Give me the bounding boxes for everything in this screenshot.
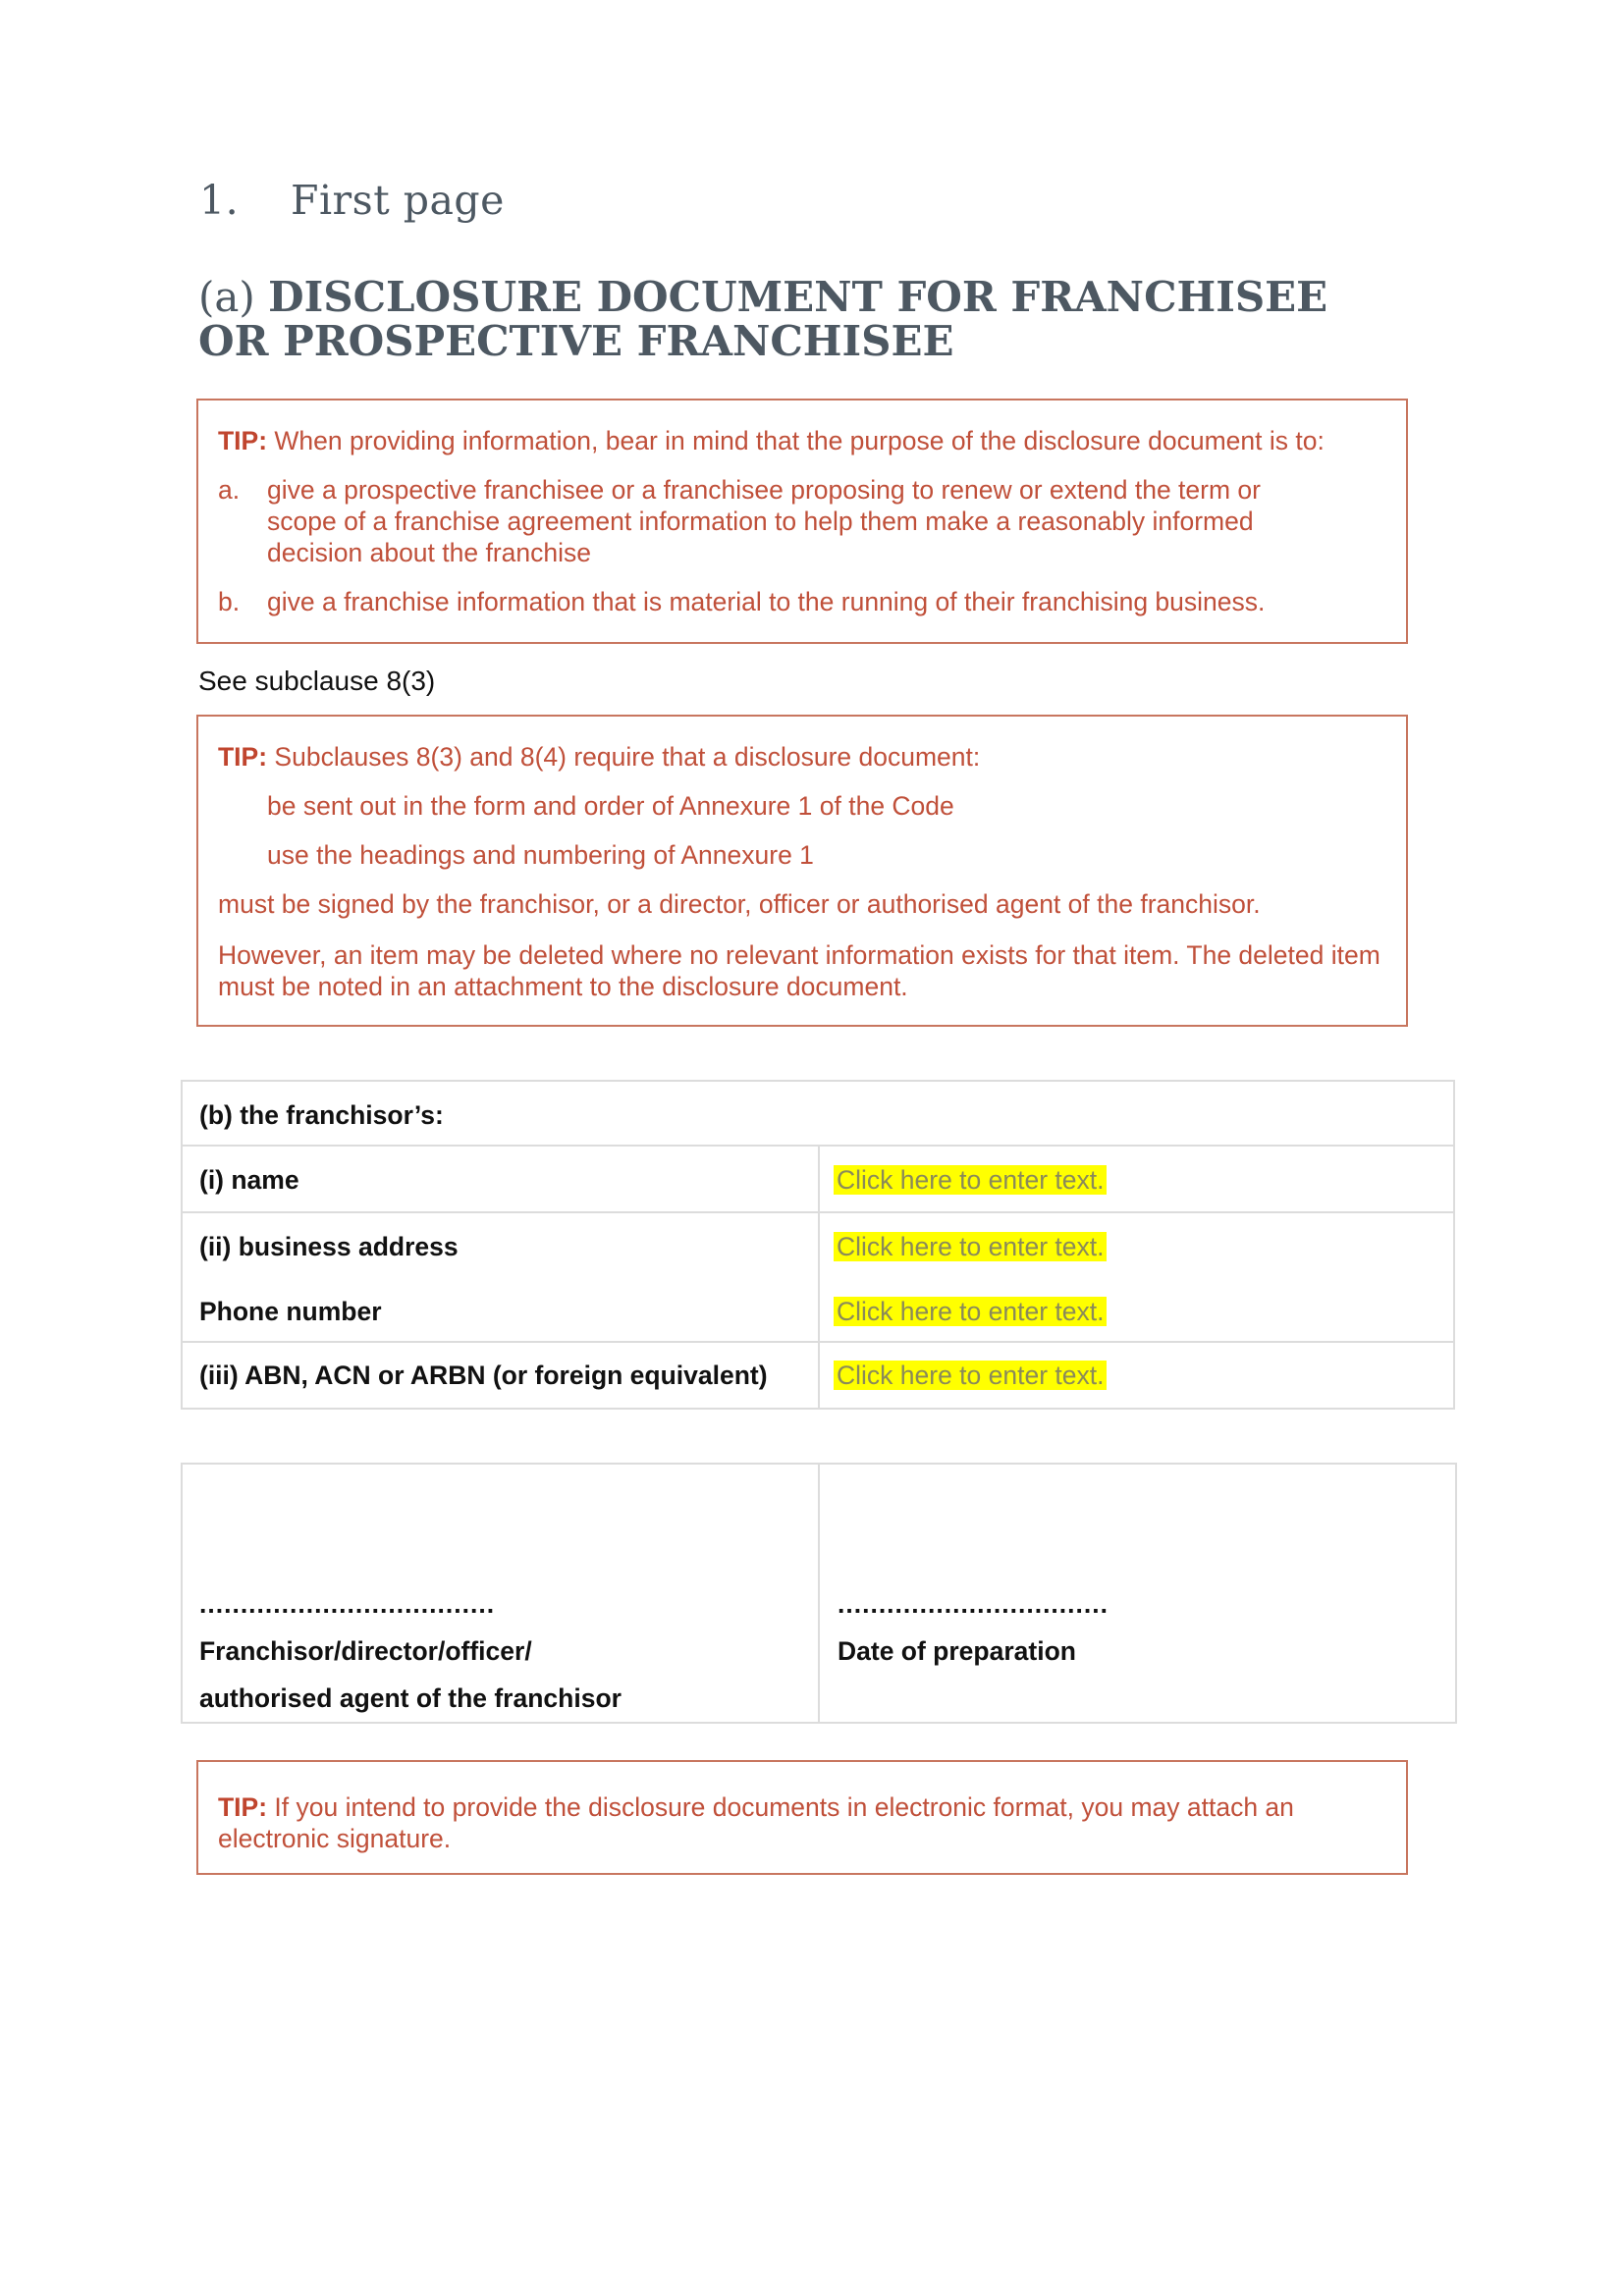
row-label: (i) name xyxy=(182,1146,819,1212)
tip-signing-note: must be signed by the franchisor, or a director, officer or authorised agent of the franchisor. xyxy=(218,889,1261,919)
name-field-cell[interactable] xyxy=(819,1146,1454,1212)
document-title xyxy=(198,275,1377,363)
tip-box-purpose xyxy=(196,399,1408,644)
title-line-1: DISCLOSURE DOCUMENT FOR FRANCHISEE xyxy=(268,273,1328,321)
title-prefix: (a) xyxy=(198,273,255,321)
tip-label: TIP: xyxy=(218,426,268,455)
list-marker: a. xyxy=(218,475,241,505)
section-title: First page xyxy=(291,177,505,224)
address-phone-cell xyxy=(819,1212,1454,1342)
tip-box-electronic-signature xyxy=(196,1760,1408,1875)
tip-list-item xyxy=(218,586,1386,617)
tip-intro: Subclauses 8(3) and 8(4) require that a disclosure document: xyxy=(267,742,981,772)
abn-field-cell[interactable] xyxy=(819,1342,1454,1409)
tip-bullet: be sent out in the form and order of Annexure 1 of the Code xyxy=(267,791,954,821)
date-label: Date of preparation xyxy=(838,1636,1076,1666)
list-marker: b. xyxy=(218,587,241,616)
table-row xyxy=(182,1146,1454,1212)
tip-label: TIP: xyxy=(218,742,268,772)
row-label xyxy=(182,1212,819,1342)
tip-text: If you intend to provide the disclosure documents in electronic format, you may attach an electronic signature. xyxy=(218,1792,1294,1853)
tip-deletion-note: However, an item may be deleted where no relevant information exists for that item. The deleted item must be noted in an attachment to the disclosure document. xyxy=(218,940,1380,1001)
signature-table xyxy=(181,1463,1457,1724)
section-heading xyxy=(199,177,505,224)
see-subclause-text: See subclause 8(3) xyxy=(198,666,436,696)
abn-field[interactable]: Click here to enter text. xyxy=(834,1361,1107,1390)
row-label: (iii) ABN, ACN or ARBN (or foreign equivalent) xyxy=(182,1342,819,1409)
tip-list-item xyxy=(218,474,1386,568)
date-cell[interactable] xyxy=(819,1464,1456,1723)
tip-bullet: use the headings and numbering of Annexure 1 xyxy=(267,840,814,870)
signatory-label-1: Franchisor/director/officer/ xyxy=(199,1636,532,1666)
phone-number-field[interactable]: Click here to enter text. xyxy=(834,1297,1107,1326)
tip-box-subclauses xyxy=(196,715,1408,1027)
date-line[interactable]: ................................. xyxy=(838,1589,1109,1619)
title-line-2: OR PROSPECTIVE FRANCHISEE xyxy=(198,317,954,365)
business-address-field[interactable]: Click here to enter text. xyxy=(834,1232,1107,1261)
tip-intro: When providing information, bear in mind that the purpose of the disclosure document is to: xyxy=(267,426,1325,455)
list-text: give a prospective franchisee or a franchisee proposing to renew or extend the term or scope of a franchise agreement information to help them make a reasonably informed decision about the franchise xyxy=(267,475,1261,567)
business-address-label: (ii) business address xyxy=(199,1232,459,1261)
table-header-cell: (b) the franchisor’s: xyxy=(182,1081,1454,1146)
tip-label: TIP: xyxy=(218,1792,268,1822)
phone-number-label: Phone number xyxy=(199,1297,382,1326)
franchisor-details-table xyxy=(181,1080,1455,1410)
section-number: 1. xyxy=(199,177,240,224)
signature-cell[interactable] xyxy=(182,1464,819,1723)
table-row xyxy=(182,1212,1454,1342)
signature-line[interactable]: .................................... xyxy=(199,1589,496,1619)
table-row xyxy=(182,1342,1454,1409)
name-field[interactable]: Click here to enter text. xyxy=(834,1165,1107,1195)
signature-row xyxy=(182,1464,1456,1723)
list-text: give a franchise information that is material to the running of their franchising business. xyxy=(267,587,1266,616)
table-header-row xyxy=(182,1081,1454,1146)
signatory-label-2: authorised agent of the franchisor xyxy=(199,1683,622,1713)
